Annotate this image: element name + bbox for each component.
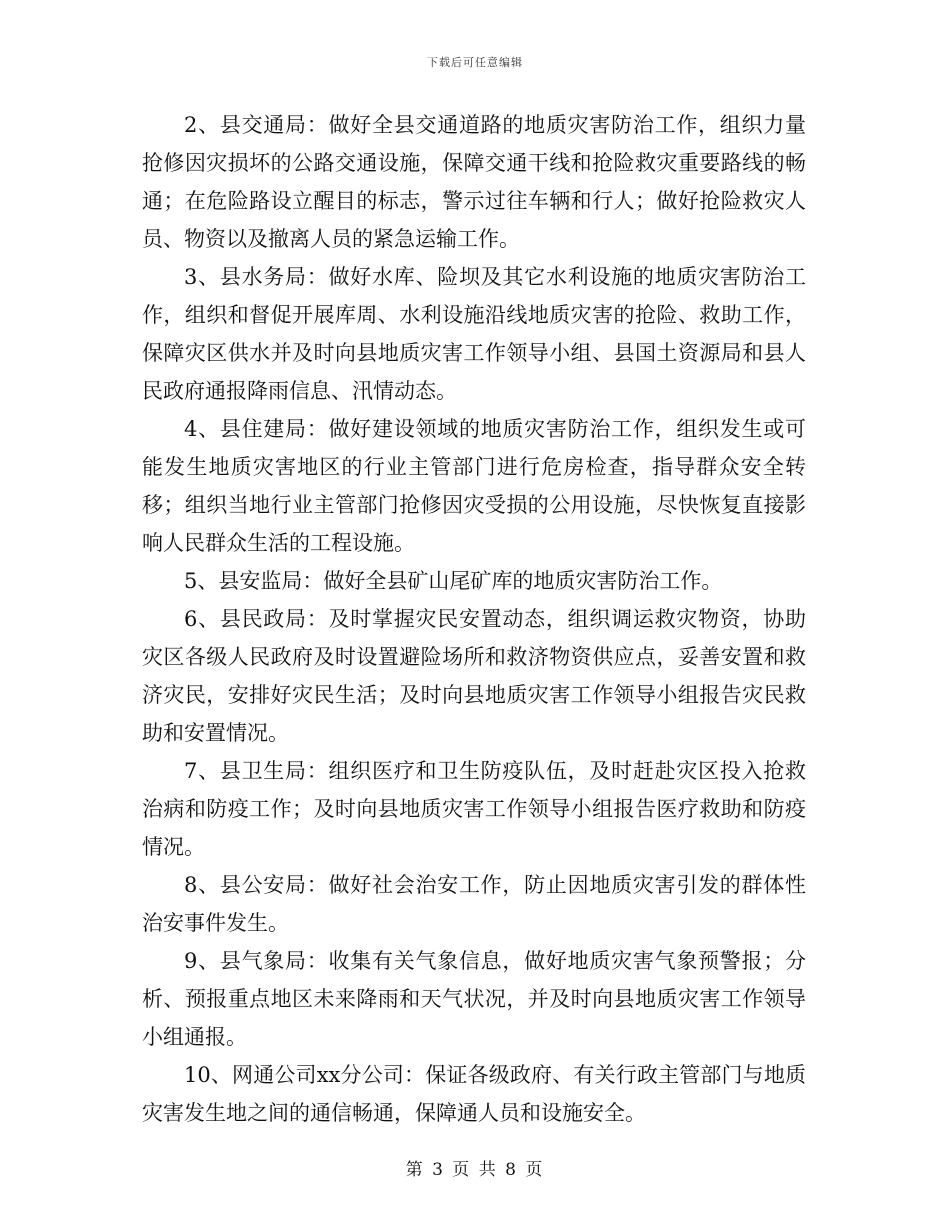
paragraph-meteorological-bureau: 9、县气象局：收集有关气象信息，做好地质灾害气象预警报；分析、预报重点地区未来降雨和天气状况，并及时向县地质灾害工作领导小组通报。 (142, 949, 806, 1049)
paragraph-civil-affairs-bureau: 6、县民政局：及时掌握灾民安置动态，组织调运救灾物资，协助灾区各级人民政府及时设置避险场所和救济物资供应点，妥善安置和救济灾民，安排好灾民生活；及时向县地质灾害工作领导小组报告灾民救助和安置情况。 (142, 607, 806, 745)
paragraph-telecom-company: 10、网通公司xx分公司：保证各级政府、有关行政主管部门与地质灾害发生地之间的通信畅通，保障通人员和设施安全。 (142, 1063, 806, 1125)
document-body (142, 106, 806, 1132)
paragraph-housing-bureau: 4、县住建局：做好建设领域的地质灾害防治工作，组织发生或可能发生地质灾害地区的行业主管部门进行危房检查，指导群众安全转移；组织当地行业主管部门抢修因灾受损的公用设施，尽快恢复直接影响人民群众生活的工程设施。 (142, 417, 806, 555)
paragraph-safety-bureau: 5、县安监局：做好全县矿山尾矿库的地质灾害防治工作。 (184, 569, 723, 593)
paragraph-health-bureau: 7、县卫生局：组织医疗和卫生防疫队伍，及时赶赴灾区投入抢救治病和防疫工作；及时向县地质灾害工作领导小组报告医疗救助和防疫情况。 (142, 759, 806, 859)
page-number-footer: 第 3 页 共 8 页 (405, 1160, 545, 1180)
paragraph-transport-bureau: 2、县交通局：做好全县交通道路的地质灾害防治工作，组织力量抢修因灾损坏的公路交通设施，保障交通干线和抢险救灾重要路线的畅通；在危险路设立醒目的标志，警示过往车辆和行人；做好抢险救灾人员、物资以及撤离人员的紧急运输工作。 (142, 113, 806, 251)
page-header-note: 下载后可任意编辑 (427, 56, 523, 69)
paragraph-water-bureau: 3、县水务局：做好水库、险坝及其它水利设施的地质灾害防治工作，组织和督促开展库周、水利设施沿线地质灾害的抢险、救助工作，保障灾区供水并及时向县地质灾害工作领导小组、县国土资源局和县人民政府通报降雨信息、汛情动态。 (142, 265, 806, 403)
paragraph-public-security-bureau: 8、县公安局：做好社会治安工作，防止因地质灾害引发的群体性治安事件发生。 (142, 873, 806, 935)
